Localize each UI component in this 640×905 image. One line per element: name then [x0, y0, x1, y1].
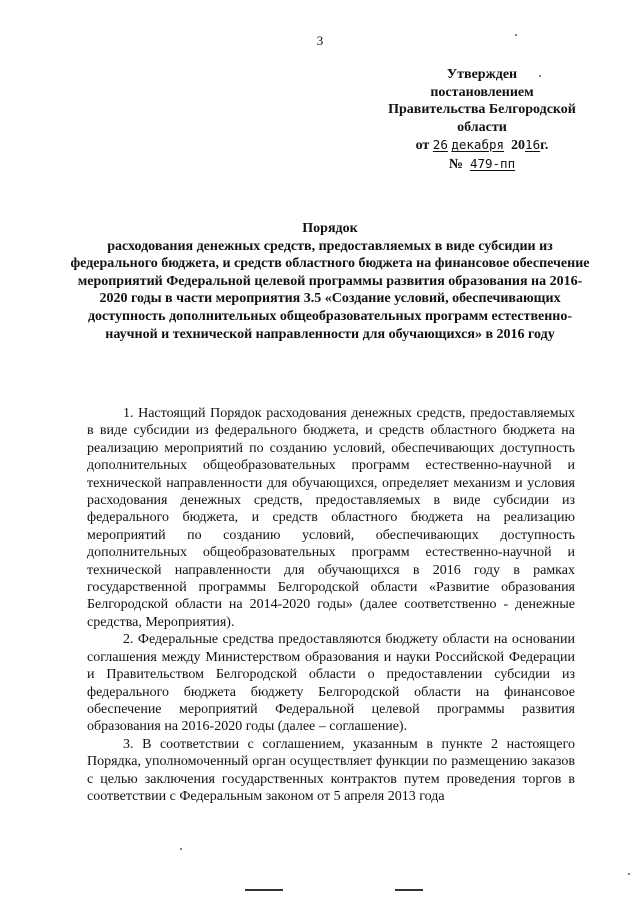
document-title — [70, 220, 590, 343]
scan-edge-mark — [245, 889, 283, 891]
approval-line-resolution: постановлением — [430, 84, 534, 100]
approval-number — [372, 155, 592, 174]
approval-stamp — [372, 66, 592, 173]
number-value: 479-пп — [469, 155, 516, 171]
scan-edge-mark — [395, 889, 423, 891]
paragraph-3: 3. В соответствии с соглашением, указанным в пункте 2 настоящего Порядка, уполномоченный орган осуществляет функции по размещению заказов с целью заключения государственных контрактов путем проведения торгов в соответствии с Федеральным законом от 5 апреля 2013 года — [87, 736, 575, 804]
paragraph-2: 2. Федеральные средства предоставляются бюджету области на основании соглашения между Министерством образования и науки Российской Федерации и Правительством Белгородской области о предоставлении субсидии из федерального бюджета бюджету Белгородской области на финансовое обеспечение мероприятий Федеральной целевой программы развития образования на 2016-2020 годы (далее – соглашение). — [87, 632, 575, 735]
number-sign: № — [448, 156, 463, 172]
approval-line-region: области — [457, 119, 507, 135]
scan-speck — [515, 34, 517, 36]
scan-speck — [539, 75, 541, 77]
document-body — [87, 405, 575, 805]
scan-speck — [628, 873, 630, 875]
approval-line-approved: Утвержден — [446, 67, 518, 82]
date-prefix: от — [415, 138, 430, 153]
page-number: 3 — [316, 33, 324, 48]
approval-line-government: Правительства Белгородской — [388, 102, 576, 117]
scan-speck — [180, 848, 182, 850]
approval-date — [372, 136, 592, 155]
title-text: расходования денежных средств, предоставляемых в виде субсидии из федерального бюджета, и средств областного бюджета на финансовое обеспечение мероприятий Федеральной целевой программы развития образования на 2016-2020 годы в части мероприятия 3.5 «Создание условий, обеспечивающих доступность дополнительных общеобразовательных программ естественно-научной и технической направленности для обучающихся» в 2016 году — [70, 238, 590, 342]
date-year-prefix: 20 — [511, 138, 526, 153]
title-heading: Порядок — [302, 221, 358, 236]
date-suffix: г. — [540, 138, 549, 153]
date-month: декабря — [451, 137, 505, 152]
date-day: 26 — [432, 137, 448, 152]
date-year-suffix: 16 — [525, 137, 541, 152]
paragraph-1: 1. Настоящий Порядок расходования денежных средств, предоставляемых в виде субсидии из федерального бюджета, и средств областного бюджета на реализацию мероприятий по созданию условий, обеспечивающих доступность дополнительных общеобразовательных программ естественно-научной и технической направленности для обучающихся, определяет механизм и условия расходования денежных средств, предоставляемых в виде субсидии из федерального бюджета, и средств областного бюджета на реализацию мероприятий по созданию условий, обеспечивающих доступность дополнительных общеобразовательных программ естественно-научной и технической направленности для обучающихся в 2016 году в рамках государственной программы Белгородской области «Развитие образования Белгородской области на 2014-2020 годы» (далее соответственно - денежные средства, Мероприятия). — [87, 406, 575, 630]
